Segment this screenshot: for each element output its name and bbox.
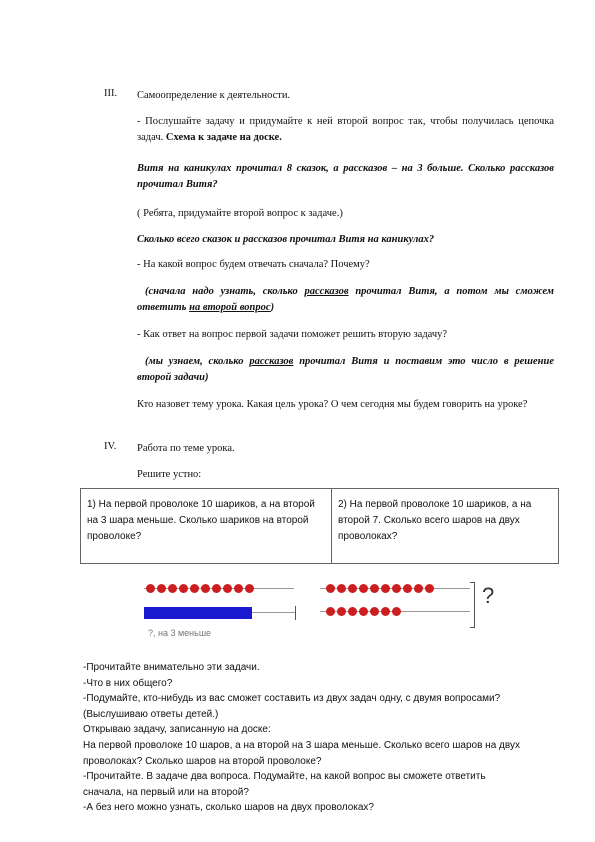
section-number-4: IV.: [104, 441, 117, 452]
bead: [381, 607, 390, 616]
lower-line: На первой проволоке 10 шаров, а на второй на 3 шара меньше. Сколько всего шаров на двух: [83, 740, 520, 751]
table-cell-1: 1) На первой проволоке 10 шариков, а на второй на 3 шара меньше. Сколько шариков на второй проволоке?: [87, 499, 315, 542]
bead: [348, 584, 357, 593]
lower-line: -Прочитайте. В задаче два вопроса. Подумайте, на какой вопрос вы сможете ответить: [83, 771, 486, 783]
bead: [212, 584, 221, 593]
task-text: Витя на каникулах прочитал 8 сказок, а рассказов – на 3 больше. Сколько рассказов прочитал Витя?: [137, 163, 554, 190]
lower-line: -Прочитайте внимательно эти задачи.: [83, 662, 260, 673]
bead: [403, 584, 412, 593]
lower-line: (Выслушиваю ответы детей.): [83, 708, 219, 720]
lower-line: проволоках? Сколько шаров на второй проволоке?: [83, 755, 322, 767]
blue-bar: [144, 607, 252, 619]
answer-2-a: (мы узнаем, сколько: [145, 356, 250, 367]
lower-line: сначала, на первый или на второй?: [83, 786, 249, 798]
paragraph-intro: [137, 114, 554, 146]
oral-instruction: Решите устно:: [137, 469, 202, 480]
left-beads-row: [144, 583, 294, 595]
left-caption: ?, на 3 меньше: [148, 628, 212, 638]
table-cell-2: 2) На первой проволоке 10 шариков, а на второй 7. Сколько всего шаров на двух проволоках?: [338, 499, 532, 542]
section-title-4: Работа по теме урока.: [137, 443, 235, 454]
prompt-text: ( Ребята, придумайте второй вопрос к задаче.): [137, 208, 343, 219]
bead: [157, 584, 166, 593]
lower-line: -А без него можно узнать, сколько шаров на двух проволоках?: [83, 802, 374, 814]
lower-line: -Подумайте, кто-нибудь из вас сможет составить из двух задач одну, с двумя вопросами?: [83, 693, 501, 705]
bead: [234, 584, 243, 593]
topic-question: Кто назовет тему урока. Какая цель урока? О чем сегодня мы будем говорить на уроке?: [137, 399, 528, 410]
bead: [245, 584, 254, 593]
second-question: Сколько всего сказок и рассказов прочитал Витя на каникулах?: [137, 234, 435, 245]
answer-1-b: прочитал Витя, а потом мы сможем ответить: [137, 286, 554, 313]
ask-help: - Как ответ на вопрос первой задачи поможет решить вторую задачу?: [137, 329, 448, 340]
answer-1: [137, 284, 554, 316]
bead: [190, 584, 199, 593]
bar-end: [295, 606, 296, 620]
bead: [168, 584, 177, 593]
bead: [370, 607, 379, 616]
bead: [348, 607, 357, 616]
section-number: III.: [104, 88, 118, 99]
right-bottom-beads-row: [320, 606, 470, 618]
answer-1-c: ): [270, 302, 275, 313]
bead: [359, 584, 368, 593]
bead: [392, 607, 401, 616]
bracket: [470, 582, 475, 628]
answer-1-u2: на второй вопрос: [189, 302, 271, 313]
ask-first: - На какой вопрос будем отвечать сначала? Почему?: [137, 259, 370, 270]
intro-bold: Схема к задаче на доске.: [165, 132, 282, 143]
bead: [392, 584, 401, 593]
bead: [425, 584, 434, 593]
bead: [381, 584, 390, 593]
table-divider: [331, 489, 332, 563]
answer-2-u: рассказов: [249, 356, 294, 367]
answer-2-b: прочитал Витя и поставим это число в решение второй задачи): [137, 356, 554, 383]
bead: [201, 584, 210, 593]
answer-1-u1: рассказов: [304, 286, 349, 297]
section-title: Самоопределение к деятельности.: [137, 90, 291, 101]
left-bar-row: [144, 606, 296, 620]
question-mark: ?: [482, 583, 495, 608]
bead: [359, 607, 368, 616]
bead: [179, 584, 188, 593]
bead: [337, 607, 346, 616]
bead: [337, 584, 346, 593]
bead-diagram: [142, 578, 502, 648]
lower-line: Открываю задачу, записанную на доске:: [83, 724, 271, 736]
tasks-table: [80, 488, 559, 564]
lower-line: -Что в них общего?: [83, 677, 173, 689]
right-top-beads-row: [320, 583, 470, 595]
bead: [326, 584, 335, 593]
bead: [146, 584, 155, 593]
bead: [326, 607, 335, 616]
answer-2: [137, 354, 554, 386]
intro-text: - Послушайте задачу и придумайте к ней второй вопрос так, чтобы получилась цепочка задач.: [137, 116, 554, 143]
bead: [223, 584, 232, 593]
answer-1-a: (сначала надо узнать, сколько: [145, 286, 305, 297]
bead: [370, 584, 379, 593]
bead: [414, 584, 423, 593]
